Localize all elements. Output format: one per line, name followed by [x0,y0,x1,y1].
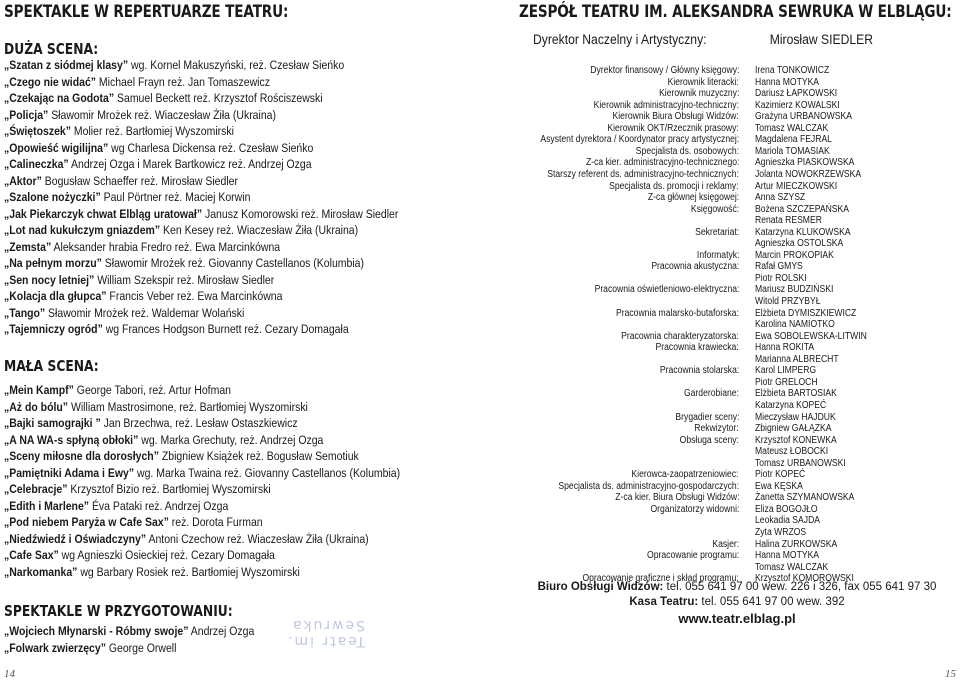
play-title: „Jak Piekarczyk chwat Elbląg uratował” [4,206,203,221]
website-link[interactable]: www.teatr.elblag.pl [678,611,796,626]
staff-role: Kierowca-zaopatrzeniowiec: [631,469,739,481]
play-credits: William Mastrosimone, reż. Bartłomiej Wyszomirski [68,399,308,414]
staff-person: Eliza BOGOJŁO [755,503,818,515]
play-item [4,305,398,322]
play-title: „Celebracje” [4,482,68,496]
staff-row [519,331,955,343]
play-title: „Zemsta” [4,239,52,254]
play-credits: Aleksander hrabia Fredro reż. Ewa Marcinkówna [51,239,281,254]
staff-row [519,273,955,285]
staff-row [519,157,955,169]
play-credits: Samuel Beckett reż. Krzysztof Rościszewski [114,91,323,105]
play-title: „A NA WA-s spłyną obłoki” [4,432,139,447]
play-item [4,255,398,272]
staff-row [519,435,955,447]
page-number-right: 15 [945,668,956,680]
play-title: „Folwark zwierzęcy” [4,640,106,655]
play-credits: Éva Pataki reż. Andrzej Ozga [89,498,229,513]
staff-row [519,469,955,481]
play-item [4,321,398,338]
contact-footer [519,580,955,627]
play-title: „Policja” [4,107,49,122]
play-credits: Bogusław Schaeffer reż. Mirosław Siedler [41,173,238,188]
play-title: „Kolacja dla głupca” [4,289,107,303]
staff-person: Grażyna URBANOWSKA [755,111,853,123]
staff-person: Magdalena FEJRAL [755,134,832,146]
staff-row [519,284,955,296]
box-office-line: Biuro Obsługi Widzów: tel. 055 641 97 00 wew. 226 i 326, fax 055 641 97 30 [537,581,937,593]
play-item [4,74,398,91]
play-item [4,156,398,173]
staff-row [519,181,955,193]
staff-role: Starszy referent ds. administracyjno-technicznych: [547,168,739,180]
staff-person: Ewa SOBOLEWSKA-LITWIN [755,330,867,342]
staff-person: Karol LIMPERG [755,365,817,377]
staff-person: Zyta WRZOS [755,527,807,538]
play-title: „Lot nad kukułczym gniazdem” [4,223,161,237]
staff-row [519,377,955,389]
play-credits: wg Charlesa Dickensa reż. Czesław Sieńko [108,140,314,155]
staff-person: Jolanta NOWOKRZEWSKA [755,168,862,180]
staff-person: Marianna ALBRECHT [755,353,839,365]
play-credits: Andrzej Ozga [188,624,255,638]
page-number-left: 14 [4,668,15,680]
staff-row [519,111,955,123]
staff-row [519,65,955,77]
staff-person: Leokadia SAJDA [755,515,821,527]
play-title: „Szatan z siódmej klasy” [4,58,129,72]
staff-row [519,123,955,135]
staff-role: Sekretariat: [695,226,739,238]
staff-person: Mariusz BUDZIŃSKI [755,284,834,296]
staff-person: Dariusz ŁAPKOWSKI [755,88,838,100]
play-item [4,448,400,465]
play-title: „Calineczka” [4,157,69,171]
play-credits: Krzysztof Bizio reż. Bartłomiej Wyszomirski [67,482,271,496]
play-item [4,481,400,498]
staff-row [519,100,955,112]
troupe-title: ZESPÓŁ TEATRU IM. ALEKSANDRA SEWRUKA W ELBLĄGU: [519,2,952,22]
play-credits: Zbigniew Książek reż. Bogusław Semotiuk [158,449,359,463]
staff-person: Krzysztof KOMOROWSKI [755,573,854,585]
staff-row [519,388,955,400]
play-title: „Edith i Marlene” [4,498,90,513]
staff-person: Artur MIECZKOWSKI [755,180,838,192]
play-credits: Andrzej Ozga i Marek Bartkowicz reż. Andrzej Ozga [68,157,312,171]
staff-person: Anna SZYSZ [755,192,806,204]
play-item [4,531,400,548]
staff-row [519,412,955,424]
staff-row [519,342,955,354]
staff-person: Elżbieta DYMISZKIEWICZ [755,307,857,319]
staff-role: Kierownik administracyjno-techniczny: [593,99,739,111]
play-item [4,288,398,305]
staff-person: Agnieszka OSTOLSKA [755,238,844,250]
play-title: „Wojciech Młynarski - Róbmy swoje” [4,624,189,638]
staff-role: Dyrektor finansowy / Główny księgowy: [589,65,739,76]
play-item [4,382,400,399]
staff-person: Renata RESMER [755,215,822,227]
play-item [4,514,400,531]
preparation-list [4,623,295,656]
play-item [4,239,398,256]
play-credits: William Szekspir reż. Mirosław Siedler [94,272,275,287]
staff-role: Obsługa sceny: [679,434,739,446]
staff-row [519,319,955,331]
staff-role: Garderobiane: [684,388,739,400]
staff-person: Witold PRZYBYŁ [755,296,821,307]
play-credits: Paul Pörtner reż. Maciej Korwin [100,190,251,204]
staff-person: Mariola TOMASIAK [755,145,830,157]
staff-row [519,504,955,516]
staff-row [519,492,955,504]
play-item [4,206,398,223]
staff-role: Organizatorzy widowni: [650,503,739,515]
small-scene-heading: MAŁA SCENA: [4,357,99,375]
staff-person: Hanna MOTYKA [755,76,820,88]
play-title: „Aktor” [4,173,42,188]
staff-role: Z-ca głównej księgowej: [647,192,739,204]
play-title: „Aż do bólu” [4,399,69,414]
play-title: „Czego nie widać” [4,74,97,89]
play-title: „Mein Kampf” [4,383,74,397]
staff-row [519,423,955,435]
staff-row [519,446,955,458]
repertoire-title: SPEKTAKLE W REPERTUARZE TEATRU: [4,2,289,22]
staff-role: Pracownia stolarska: [659,365,739,377]
play-title: „Sceny miłosne dla dorosłych” [4,449,159,463]
staff-person: Piotr GRELOCH [755,376,818,388]
staff-row [519,354,955,366]
big-scene-heading: DUŻA SCENA: [4,40,99,58]
staff-row [519,515,955,527]
staff-person: Elżbieta BARTOSIAK [755,388,837,400]
staff-role: Z-ca kier. administracyjno-technicznego: [585,157,739,169]
staff-role: Brygadier sceny: [674,411,739,423]
play-title: „Szalone nożyczki” [4,190,101,204]
play-item [4,498,400,515]
play-item [4,465,400,482]
staff-row [519,550,955,562]
staff-person: Tomasz WALCZAK [755,561,829,573]
staff-row [519,169,955,181]
staff-role: Informatyk: [696,249,739,261]
play-item [4,432,400,449]
play-credits: Antoni Czechow reż. Wiaczesław Żiła (Ukraina) [146,531,369,546]
play-credits: George Tabori, reż. Artur Hofman [73,383,231,397]
play-item [4,640,254,657]
play-item [4,189,398,206]
staff-role: Księgowość: [690,203,739,215]
play-credits: reż. Dorota Furman [168,515,263,529]
play-credits: Ken Kesey reż. Wiaczesław Żiła (Ukraina) [160,223,359,237]
play-title: „Tango” [4,305,46,320]
play-credits: Sławomir Mrożek reż. Giovanny Castellanos (Kolumbia) [101,256,364,270]
staff-row [519,227,955,239]
staff-person: Tomasz WALCZAK [755,122,829,134]
play-title: „Cafe Sax” [4,548,59,562]
staff-person: Ewa KĘSKA [755,480,803,492]
play-item [4,173,398,190]
play-item [4,272,398,289]
play-credits: Jan Brzechwa, reż. Lesław Ostaszkiewicz [100,416,298,430]
play-credits: Sławomir Mrożek reż. Wiaczesław Żiła (Ukraina) [48,107,277,122]
staff-person: Piotr ROLSKI [755,272,807,284]
staff-row [519,215,955,227]
staff-row [519,562,955,574]
play-credits: Michael Frayn reż. Jan Tomaszewicz [96,74,270,89]
staff-role: Kierownik OKT/Rzecznik prasowy: [607,122,739,134]
staff-role: Specjalista ds. promocji i reklamy: [609,180,739,192]
stamp-mark: Teatr im. Sewruka [286,617,366,649]
play-title: „Opowieść wigilijna” [4,140,109,155]
preparation-heading: SPEKTAKLE W PRZYGOTOWANIU: [4,602,233,620]
play-title: „Na pełnym morzu” [4,256,102,270]
staff-role: Pracownia oświetleniowo-elektryczna: [594,284,739,296]
staff-role: Specjalista ds. osobowych: [635,145,739,157]
staff-role: Opracowanie graficzne i skład programu: [582,573,739,585]
staff-person: Irena TONKOWICZ [755,65,830,76]
staff-person: Piotr KOPEĆ [755,469,806,481]
play-item [4,222,398,239]
play-item [4,123,398,140]
play-title: „Sen nocy letniej” [4,272,95,287]
staff-row [519,308,955,320]
director-line [533,32,874,47]
staff-row [519,527,955,539]
play-credits: wg. Marka Twaina reż. Giovanny Castellanos (Kolumbia) [134,465,401,480]
play-title: „Czekając na Godota” [4,91,115,105]
play-credits: wg. Kornel Makuszyński, reż. Czesław Sieńko [128,58,345,72]
staff-role: Specjalista ds. administracyjno-gospodarczych: [558,480,739,492]
staff-role: Opracowanie programu: [646,550,739,562]
director-role: Dyrektor Naczelny i Artystyczny: [533,32,707,47]
staff-person: Kazimierz KOWALSKI [755,99,840,111]
staff-person: Żanetta SZYMANOWSKA [755,492,855,504]
staff-row [519,296,955,308]
play-item [4,140,398,157]
staff-row [519,134,955,146]
staff-person: Bożena SZCZEPAŃSKA [755,203,850,215]
play-item [4,415,400,432]
staff-person: Zbigniew GAŁĄZKA [755,423,832,435]
staff-person: Rafał GMYS [755,261,803,273]
staff-role: Asystent dyrektora / Koordynator pracy artystycznej: [540,134,739,146]
play-title: „Bajki samograjki ” [4,416,101,430]
staff-person: Hanna MOTYKA [755,550,820,562]
staff-role: Pracownia charakteryzatorska: [621,330,739,342]
staff-role: Pracownia malarsko-butaforska: [616,307,739,319]
play-item [4,57,398,74]
staff-role: Kierownik literacki: [667,76,739,88]
staff-row [519,146,955,158]
staff-row [519,261,955,273]
staff-person: Mateusz ŁOBOCKI [755,446,829,458]
staff-row [519,365,955,377]
staff-row [519,204,955,216]
play-credits: wg. Marka Grechuty, reż. Andrzej Ozga [138,432,324,447]
play-credits: wg Frances Hodgson Burnett reż. Cezary Domagała [102,322,349,336]
play-credits: Janusz Komorowski reż. Mirosław Siedler [202,206,399,221]
staff-role: Kierownik muzyczny: [658,88,739,100]
staff-person: Mieczysław HAJDUK [755,411,836,423]
play-title: „Pamiętniki Adama i Ewy” [4,465,135,480]
play-item [4,564,400,581]
staff-role: Z-ca kier. Biura Obsługi Widzów: [614,492,739,504]
play-item [4,90,398,107]
staff-row [519,250,955,262]
play-credits: Sławomir Mrożek reż. Waldemar Wolański [45,305,245,320]
play-credits: wg Agnieszki Osieckiej reż. Cezary Domagała [58,548,275,562]
staff-row [519,400,955,412]
staff-row [519,192,955,204]
staff-person: Agnieszka PIASKOWSKA [755,157,855,169]
staff-role: Kasjer: [712,538,739,550]
play-title: „Tajemniczy ogród” [4,322,103,336]
staff-row [519,539,955,551]
play-title: „Świętoszek” [4,124,71,138]
ticket-office-line: Kasa Teatru: tel. 055 641 97 00 wew. 392 [629,596,845,608]
play-item [4,399,400,416]
staff-role: Pracownia krawiecka: [655,342,739,354]
staff-row [519,88,955,100]
play-item [4,623,254,640]
staff-person: Tomasz URBANOWSKI [755,457,846,469]
play-title: „Pod niebem Paryża w Cafe Sax” [4,515,169,529]
staff-person: Katarzyna KOPEĆ [755,399,827,411]
small-scene-list [4,382,465,580]
staff-person: Hanna ROKITA [755,342,815,354]
play-credits: George Orwell [105,640,177,655]
staff-person: Karolina NAMIOTKO [755,319,835,331]
staff-role: Kierownik Biura Obsługi Widzów: [612,111,739,123]
staff-person: Katarzyna KLUKOWSKA [755,226,851,238]
director-name: Mirosław SIEDLER [769,32,874,47]
play-credits: wg Barbary Rosiek reż. Bartłomiej Wyszomirski [77,564,300,579]
play-title: „Narkomanka” [4,564,78,579]
play-item [4,547,400,564]
staff-row [519,458,955,470]
play-credits: Molier reż. Bartłomiej Wyszomirski [70,124,234,138]
staff-person: Halina ZURKOWSKA [755,538,838,550]
staff-role: Rekwizytor: [694,423,739,435]
play-title: „Niedźwiedź i Oświadczyny” [4,531,147,546]
staff-row [519,481,955,493]
staff-person: Krzysztof KONEWKA [755,434,837,446]
play-credits: Francis Veber reż. Ewa Marcinkówna [106,289,283,303]
staff-person: Marcin PROKOPIAK [755,249,834,261]
play-item [4,107,398,124]
staff-row [519,238,955,250]
staff-role: Pracownia akustyczna: [651,261,739,273]
staff-row [519,77,955,89]
big-scene-list [4,57,463,338]
